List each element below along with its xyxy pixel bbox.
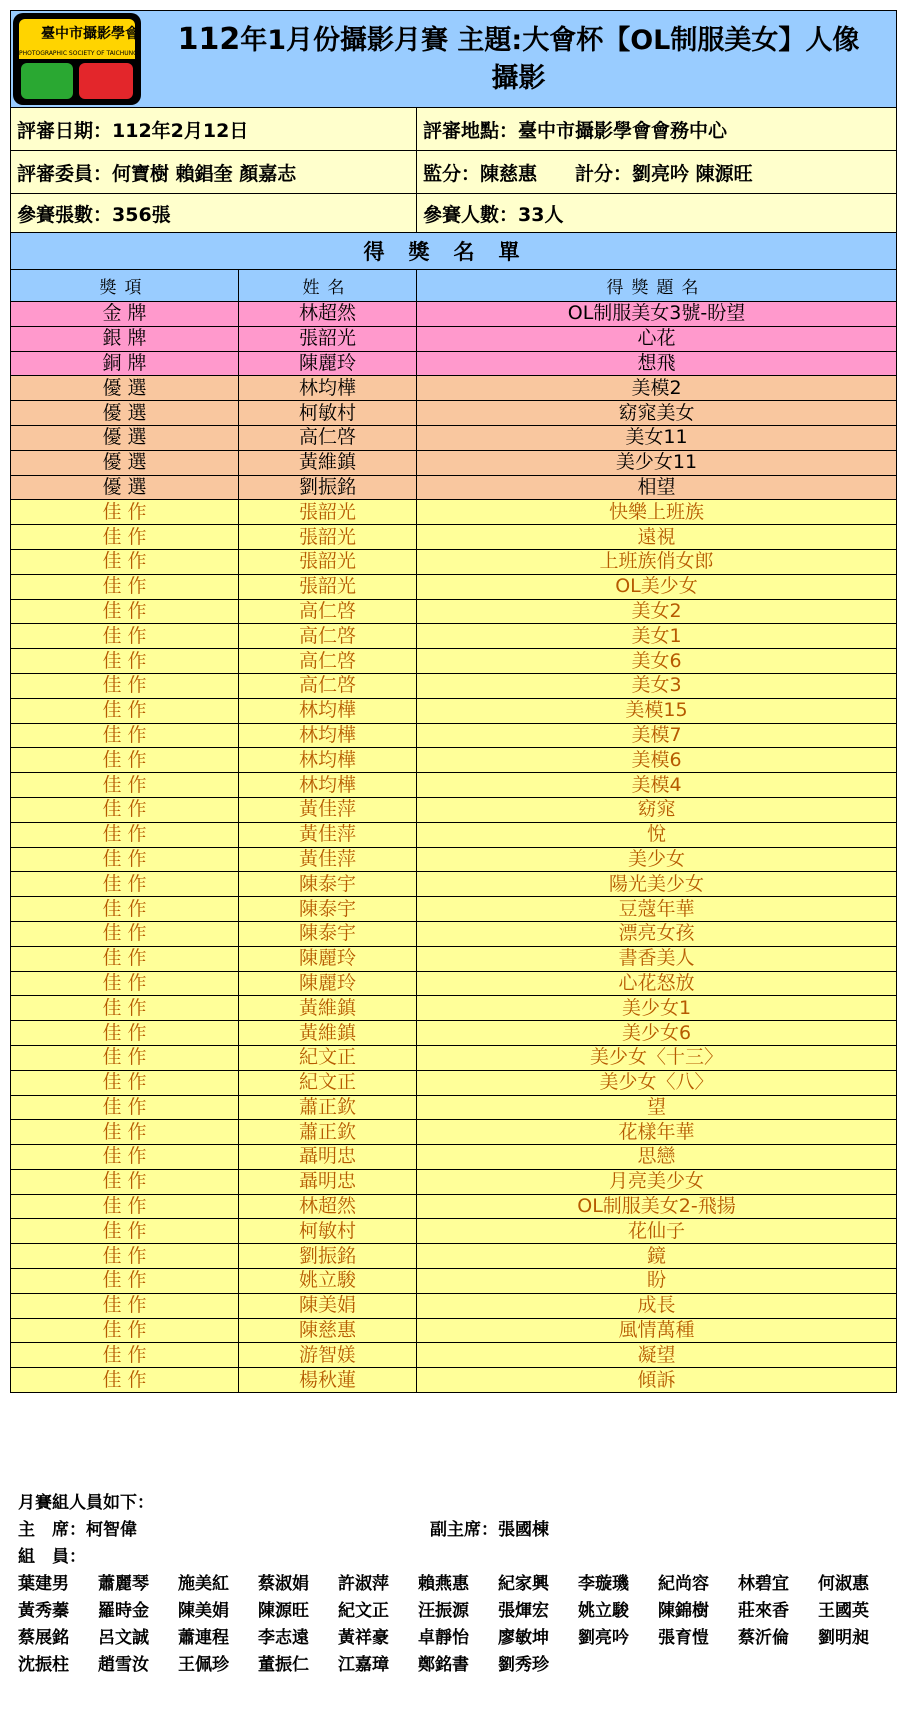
table-row xyxy=(11,1368,897,1393)
cell-name: 高仁啓 xyxy=(239,599,417,624)
member-name: 張煇宏 xyxy=(498,1601,549,1621)
member-name: 沈振柱 xyxy=(18,1655,69,1675)
cell-title: 漂亮女孩 xyxy=(417,921,897,946)
member-name: 劉亮吟 xyxy=(578,1628,629,1648)
member-name: 蕭麗琴 xyxy=(98,1574,149,1594)
cell-award: 佳 作 xyxy=(11,1169,239,1194)
cell-award: 銅 牌 xyxy=(11,351,239,376)
cell-name: 張韶光 xyxy=(239,574,417,599)
society-logo xyxy=(13,13,141,105)
cell-award: 優 選 xyxy=(11,401,239,426)
cell-award: 佳 作 xyxy=(11,946,239,971)
cell-award: 佳 作 xyxy=(11,673,239,698)
table-row xyxy=(11,1070,897,1095)
cell-name: 紀文正 xyxy=(239,1045,417,1070)
table-row xyxy=(11,1095,897,1120)
table-row xyxy=(11,1045,897,1070)
cell-name: 高仁啓 xyxy=(239,425,417,450)
cell-award: 佳 作 xyxy=(11,897,239,922)
cell-name: 聶明忠 xyxy=(239,1169,417,1194)
cell-title: 美少女 xyxy=(417,847,897,872)
results-sheet xyxy=(10,10,896,1393)
cell-name: 黃維鎮 xyxy=(239,450,417,475)
cell-title: 美模7 xyxy=(417,723,897,748)
cell-award: 佳 作 xyxy=(11,698,239,723)
member-name: 趙雪汝 xyxy=(98,1655,149,1675)
cell-name: 蕭正欽 xyxy=(239,1095,417,1120)
review-place: 評審地點：臺中市攝影學會會務中心 xyxy=(417,108,897,151)
cell-title: 凝望 xyxy=(417,1343,897,1368)
member-name: 廖敏坤 xyxy=(498,1628,549,1648)
logo-subtitle: PHOTOGRAPHIC SOCIETY OF TAICHUNG xyxy=(19,50,138,57)
cell-award: 佳 作 xyxy=(11,723,239,748)
cell-name: 林超然 xyxy=(239,302,417,327)
member-row xyxy=(18,1598,898,1625)
member-name: 劉秀珍 xyxy=(498,1655,549,1675)
cell-award: 佳 作 xyxy=(11,1368,239,1393)
member-name: 羅時金 xyxy=(98,1601,149,1621)
cell-name: 陳慈惠 xyxy=(239,1318,417,1343)
cell-name: 張韶光 xyxy=(239,500,417,525)
member-name: 陳源旺 xyxy=(258,1601,309,1621)
logo-text: 臺中市攝影學會 xyxy=(41,26,139,42)
member-name: 黃秀蓁 xyxy=(18,1601,69,1621)
table-row xyxy=(11,723,897,748)
cell-name: 柯敏村 xyxy=(239,1219,417,1244)
table-row xyxy=(11,1318,897,1343)
member-name: 王國英 xyxy=(818,1601,869,1621)
cell-title: 快樂上班族 xyxy=(417,500,897,525)
cell-name: 陳麗玲 xyxy=(239,351,417,376)
cell-name: 張韶光 xyxy=(239,525,417,550)
cell-title: 美少女6 xyxy=(417,1021,897,1046)
members-heading: 月賽組人員如下： xyxy=(18,1493,154,1513)
cell-name: 陳泰宇 xyxy=(239,872,417,897)
table-row xyxy=(11,822,897,847)
cell-name: 張韶光 xyxy=(239,326,417,351)
member-name: 江嘉璋 xyxy=(338,1655,389,1675)
cell-name: 楊秋蓮 xyxy=(239,1368,417,1393)
cell-award: 佳 作 xyxy=(11,971,239,996)
member-name: 董振仁 xyxy=(258,1655,309,1675)
member-name: 紀文正 xyxy=(338,1601,389,1621)
cell-award: 佳 作 xyxy=(11,996,239,1021)
member-name: 蔡淑娟 xyxy=(258,1574,309,1594)
cell-title: 陽光美少女 xyxy=(417,872,897,897)
member-name: 黃祥豪 xyxy=(338,1628,389,1648)
member-name: 林碧宜 xyxy=(738,1574,789,1594)
member-row xyxy=(18,1652,898,1679)
table-row xyxy=(11,773,897,798)
member-name: 紀家興 xyxy=(498,1574,549,1594)
cell-award: 優 選 xyxy=(11,376,239,401)
cell-title: 花樣年華 xyxy=(417,1120,897,1145)
cell-award: 佳 作 xyxy=(11,1045,239,1070)
member-name: 何淑惠 xyxy=(818,1574,869,1594)
cell-title: 書香美人 xyxy=(417,946,897,971)
table-row xyxy=(11,599,897,624)
cell-award: 優 選 xyxy=(11,425,239,450)
column-name: 姓名 xyxy=(239,270,417,302)
camera-icon xyxy=(21,63,73,99)
cell-award: 佳 作 xyxy=(11,500,239,525)
cell-name: 黃佳萍 xyxy=(239,847,417,872)
cell-award: 佳 作 xyxy=(11,1343,239,1368)
video-camera-icon xyxy=(79,63,133,99)
cell-award: 佳 作 xyxy=(11,549,239,574)
cell-award: 優 選 xyxy=(11,450,239,475)
member-name: 鄭銘書 xyxy=(418,1655,469,1675)
cell-award: 佳 作 xyxy=(11,872,239,897)
cell-title: 遠視 xyxy=(417,525,897,550)
judges: 評審委員：何寶樹 賴錩奎 顏嘉志 xyxy=(11,151,417,194)
cell-award: 佳 作 xyxy=(11,822,239,847)
cell-title: 美女11 xyxy=(417,425,897,450)
table-row xyxy=(11,1244,897,1269)
cell-title: 心花怒放 xyxy=(417,971,897,996)
cell-title: 美少女〈八〉 xyxy=(417,1070,897,1095)
cell-name: 林均樺 xyxy=(239,376,417,401)
table-row xyxy=(11,302,897,327)
cell-award: 佳 作 xyxy=(11,574,239,599)
table-row xyxy=(11,872,897,897)
member-name: 施美紅 xyxy=(178,1574,229,1594)
cell-title: 花仙子 xyxy=(417,1219,897,1244)
cell-award: 佳 作 xyxy=(11,649,239,674)
cell-name: 游智媄 xyxy=(239,1343,417,1368)
cell-title: 窈窕 xyxy=(417,797,897,822)
table-row xyxy=(11,1120,897,1145)
section-title: 得獎名單 xyxy=(11,233,897,270)
table-row xyxy=(11,425,897,450)
cell-award: 銀 牌 xyxy=(11,326,239,351)
cell-name: 張韶光 xyxy=(239,549,417,574)
member-list xyxy=(18,1571,898,1679)
cell-title: 思戀 xyxy=(417,1145,897,1170)
cell-title: 美女2 xyxy=(417,599,897,624)
cell-name: 姚立駿 xyxy=(239,1269,417,1294)
table-row xyxy=(11,698,897,723)
cell-name: 黃維鎮 xyxy=(239,1021,417,1046)
cell-title: 美模6 xyxy=(417,748,897,773)
member-name: 張育愷 xyxy=(658,1628,709,1648)
cell-award: 佳 作 xyxy=(11,1145,239,1170)
member-name: 汪振源 xyxy=(418,1601,469,1621)
member-name: 蔡展銘 xyxy=(18,1628,69,1648)
member-name: 紀尚容 xyxy=(658,1574,709,1594)
cell-award: 佳 作 xyxy=(11,748,239,773)
table-row xyxy=(11,450,897,475)
member-name: 姚立駿 xyxy=(578,1601,629,1621)
cell-title: 相望 xyxy=(417,475,897,500)
cell-title: 美模4 xyxy=(417,773,897,798)
member-name: 莊來香 xyxy=(738,1601,789,1621)
cell-name: 劉振銘 xyxy=(239,1244,417,1269)
table-row xyxy=(11,921,897,946)
cell-title: 美少女1 xyxy=(417,996,897,1021)
table-row xyxy=(11,549,897,574)
column-headers xyxy=(11,270,897,302)
chair: 主 席：柯智偉 xyxy=(18,1520,137,1540)
cell-title: 月亮美少女 xyxy=(417,1169,897,1194)
chair-line xyxy=(18,1517,898,1544)
column-title: 得獎題名 xyxy=(417,270,897,302)
table-row xyxy=(11,1194,897,1219)
cell-name: 紀文正 xyxy=(239,1070,417,1095)
header-table xyxy=(10,10,897,1393)
members-label: 組 員： xyxy=(18,1547,86,1567)
table-row xyxy=(11,376,897,401)
table-row xyxy=(11,649,897,674)
table-row xyxy=(11,946,897,971)
cell-title: 美模15 xyxy=(417,698,897,723)
cell-name: 陳泰宇 xyxy=(239,921,417,946)
cell-title: 盼 xyxy=(417,1269,897,1294)
cell-name: 高仁啓 xyxy=(239,649,417,674)
member-name: 蕭連程 xyxy=(178,1628,229,1648)
table-row xyxy=(11,624,897,649)
cell-name: 陳美娟 xyxy=(239,1293,417,1318)
member-name: 劉明昶 xyxy=(818,1628,869,1648)
page-title: 112年1月份攝影月賽 主題:大會杯【OL制服美女】人像 攝影 xyxy=(177,21,860,94)
member-name: 陳美娟 xyxy=(178,1601,229,1621)
info-row-1 xyxy=(11,108,897,151)
table-row xyxy=(11,475,897,500)
cell-title: 心花 xyxy=(417,326,897,351)
entries-count: 參賽張數：356張 xyxy=(11,194,417,233)
member-row xyxy=(18,1625,898,1652)
cell-name: 黃維鎮 xyxy=(239,996,417,1021)
cell-name: 柯敏村 xyxy=(239,401,417,426)
cell-award: 佳 作 xyxy=(11,1120,239,1145)
member-name: 李璇璣 xyxy=(578,1574,629,1594)
cell-name: 高仁啓 xyxy=(239,673,417,698)
cell-name: 林均樺 xyxy=(239,698,417,723)
info-row-2 xyxy=(11,151,897,194)
table-row xyxy=(11,996,897,1021)
cell-title: 美女1 xyxy=(417,624,897,649)
cell-award: 佳 作 xyxy=(11,847,239,872)
cell-award: 佳 作 xyxy=(11,525,239,550)
cell-title: 成長 xyxy=(417,1293,897,1318)
table-row xyxy=(11,1269,897,1294)
cell-title: OL美少女 xyxy=(417,574,897,599)
vice-chair: 副主席：張國棟 xyxy=(430,1520,549,1540)
cell-title: OL制服美女2-飛揚 xyxy=(417,1194,897,1219)
cell-title: 豆蔻年華 xyxy=(417,897,897,922)
cell-title: 美少女11 xyxy=(417,450,897,475)
table-row xyxy=(11,326,897,351)
cell-award: 佳 作 xyxy=(11,1244,239,1269)
cell-name: 黃佳萍 xyxy=(239,797,417,822)
table-row xyxy=(11,351,897,376)
member-name: 賴燕惠 xyxy=(418,1574,469,1594)
cell-award: 佳 作 xyxy=(11,1293,239,1318)
cell-title: 美女3 xyxy=(417,673,897,698)
cell-award: 佳 作 xyxy=(11,1318,239,1343)
table-row xyxy=(11,1169,897,1194)
cell-title: 上班族俏女郎 xyxy=(417,549,897,574)
section-header xyxy=(11,233,897,270)
cell-award: 優 選 xyxy=(11,475,239,500)
cell-name: 高仁啓 xyxy=(239,624,417,649)
table-row xyxy=(11,401,897,426)
review-date: 評審日期：112年2月12日 xyxy=(11,108,417,151)
table-row xyxy=(11,673,897,698)
cell-title: 鏡 xyxy=(417,1244,897,1269)
table-row xyxy=(11,1021,897,1046)
member-name: 李志遠 xyxy=(258,1628,309,1648)
cell-award: 佳 作 xyxy=(11,773,239,798)
cell-title: 美女6 xyxy=(417,649,897,674)
cell-name: 劉振銘 xyxy=(239,475,417,500)
info-row-3 xyxy=(11,194,897,233)
cell-name: 陳泰宇 xyxy=(239,897,417,922)
title-row xyxy=(11,11,897,108)
cell-name: 陳麗玲 xyxy=(239,946,417,971)
cell-title: 美模2 xyxy=(417,376,897,401)
cell-award: 佳 作 xyxy=(11,1269,239,1294)
column-award: 獎項 xyxy=(11,270,239,302)
table-row xyxy=(11,1219,897,1244)
cell-name: 林均樺 xyxy=(239,723,417,748)
cell-title: OL制服美女3號-盼望 xyxy=(417,302,897,327)
cell-name: 林均樺 xyxy=(239,773,417,798)
table-row xyxy=(11,1343,897,1368)
table-row xyxy=(11,797,897,822)
member-name: 王佩珍 xyxy=(178,1655,229,1675)
cell-name: 林均樺 xyxy=(239,748,417,773)
cell-name: 林超然 xyxy=(239,1194,417,1219)
member-row xyxy=(18,1571,898,1598)
cell-name: 蕭正欽 xyxy=(239,1120,417,1145)
table-row xyxy=(11,897,897,922)
cell-award: 佳 作 xyxy=(11,1194,239,1219)
member-name: 呂文誠 xyxy=(98,1628,149,1648)
cell-title: 美少女〈十三〉 xyxy=(417,1045,897,1070)
cell-title: 傾訴 xyxy=(417,1368,897,1393)
table-row xyxy=(11,574,897,599)
cell-title: 望 xyxy=(417,1095,897,1120)
cell-title: 想飛 xyxy=(417,351,897,376)
cell-award: 佳 作 xyxy=(11,624,239,649)
members-section xyxy=(18,1490,898,1679)
table-row xyxy=(11,847,897,872)
cell-award: 佳 作 xyxy=(11,921,239,946)
cell-award: 佳 作 xyxy=(11,599,239,624)
cell-award: 佳 作 xyxy=(11,1070,239,1095)
member-name: 蔡沂倫 xyxy=(738,1628,789,1648)
cell-award: 佳 作 xyxy=(11,1021,239,1046)
cell-award: 佳 作 xyxy=(11,1219,239,1244)
cell-award: 金 牌 xyxy=(11,302,239,327)
cell-title: 窈窕美女 xyxy=(417,401,897,426)
table-row xyxy=(11,525,897,550)
table-row xyxy=(11,1293,897,1318)
cell-title: 悅 xyxy=(417,822,897,847)
table-row xyxy=(11,500,897,525)
member-name: 葉建男 xyxy=(18,1574,69,1594)
award-list xyxy=(11,302,897,1393)
member-name: 陳錦樹 xyxy=(658,1601,709,1621)
table-row xyxy=(11,971,897,996)
participants-count: 參賽人數：33人 xyxy=(417,194,897,233)
cell-award: 佳 作 xyxy=(11,797,239,822)
member-name: 卓靜怡 xyxy=(418,1628,469,1648)
cell-title: 風情萬種 xyxy=(417,1318,897,1343)
cell-name: 黃佳萍 xyxy=(239,822,417,847)
member-name: 許淑萍 xyxy=(338,1574,389,1594)
table-row xyxy=(11,748,897,773)
table-row xyxy=(11,1145,897,1170)
cell-name: 陳麗玲 xyxy=(239,971,417,996)
cell-name: 聶明忠 xyxy=(239,1145,417,1170)
supervisor-scorer: 監分：陳慈惠 計分：劉亮吟 陳源旺 xyxy=(417,151,897,194)
cell-award: 佳 作 xyxy=(11,1095,239,1120)
